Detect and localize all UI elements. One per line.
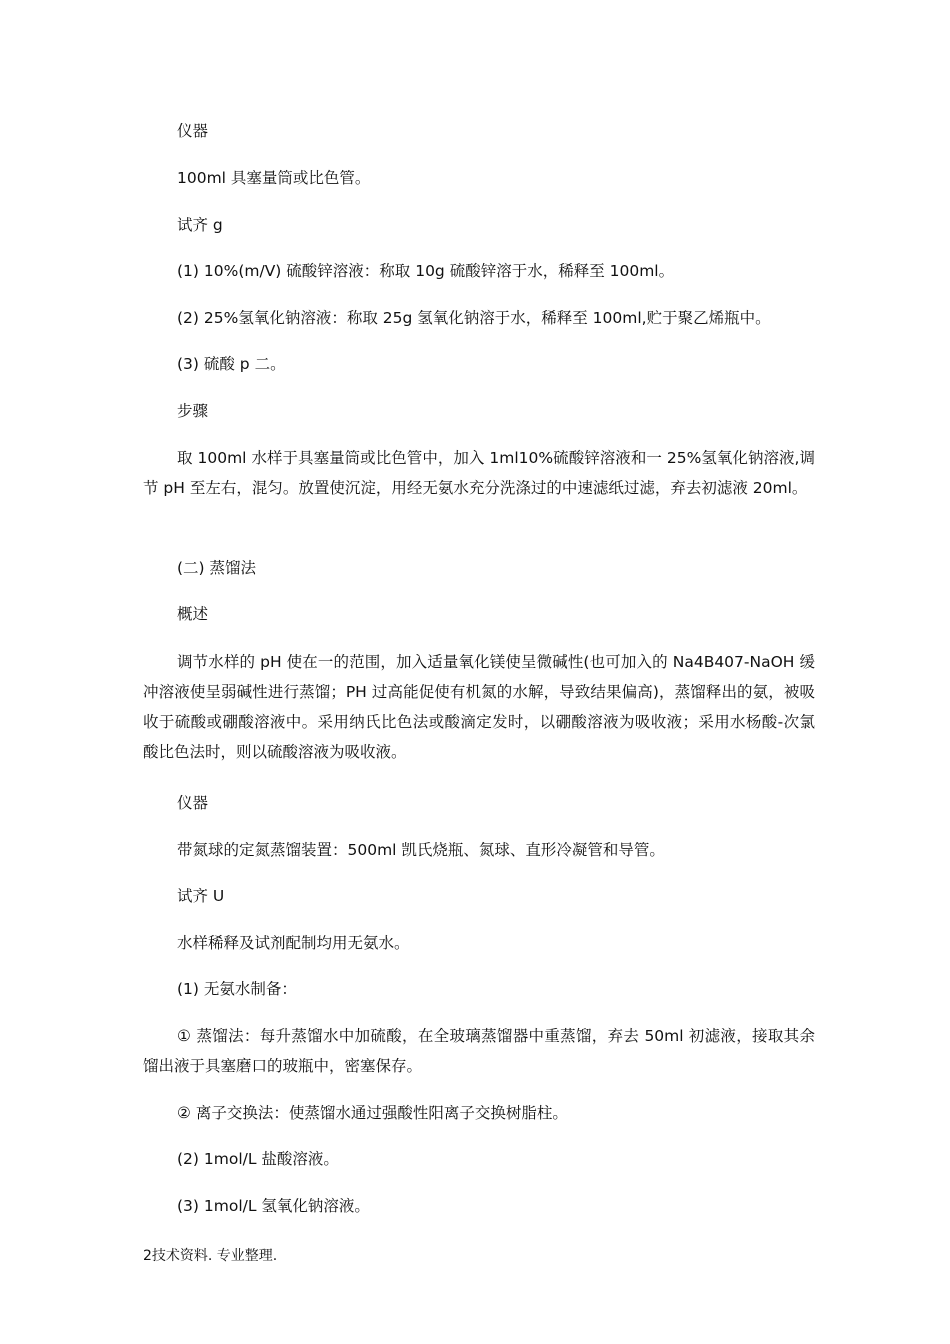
- list-item-3: (3) 1mol/L 氢氧化钠溶液。: [177, 1197, 370, 1215]
- method-2: ② 离子交换法：使蒸馏水通过强酸性阳离子交换树脂柱。: [177, 1104, 568, 1122]
- heading-instruments-1: 仪器: [177, 122, 209, 140]
- reagent-1: (1) 10%(m/V) 硫酸锌溶液：称取 10g 硫酸锌溶于水，稀释至 100ml。: [177, 262, 675, 280]
- heading-reagents-1: 试齐 g: [177, 216, 223, 234]
- steps-paragraph: 取 100ml 水样于具塞量筒或比色管中，加入 1ml10%硫酸锌溶液和一 25%氢氧化钠溶液,调节 pH 至左右，混匀。放置使沉淀，用经无氨水充分洗涤过的中速滤纸过滤，弃去初滤液 20ml。: [143, 449, 815, 497]
- heading-reagents-2: 试齐 U: [177, 887, 225, 905]
- heading-instruments-2: 仪器: [177, 794, 209, 812]
- list-item-1: (1) 无氨水制备：: [177, 980, 297, 998]
- overview-paragraph: 调节水样的 pH 使在一的范围，加入适量氧化镁使呈微碱性(也可加入的 Na4B407-NaOH 缓冲溶液使呈弱碱性进行蒸馏；PH 过高能促使有机氮的水解，导致结果偏高)，蒸馏释出的氨，被吸收于硫酸或硼酸溶液中。采用纳氏比色法或酸滴定发时，以硼酸溶液为吸收液；采用水杨酸-次氯酸比色法时，则以硫酸溶液为吸收液。: [143, 653, 815, 761]
- instruments-2-text: 带氮球的定氮蒸馏装置：500ml 凯氏烧瓶、氮球、直形冷凝管和导管。: [177, 841, 665, 859]
- reagent-2: (2) 25%氢氧化钠溶液：称取 25g 氢氧化钠溶于水，稀释至 100ml,贮于聚乙烯瓶中。: [177, 309, 771, 327]
- instruments-1-text: 100ml 具塞量筒或比色管。: [177, 169, 371, 187]
- list-item-2: (2) 1mol/L 盐酸溶液。: [177, 1150, 339, 1168]
- heading-steps: 步骤: [177, 402, 209, 420]
- reagents-2-intro: 水样稀释及试剂配制均用无氨水。: [177, 934, 410, 952]
- reagent-3: (3) 硫酸 p 二。: [177, 355, 286, 373]
- page-footer: 2技术资料. 专业整理.: [143, 1248, 278, 1264]
- heading-overview: 概述: [177, 605, 209, 623]
- heading-distillation: (二) 蒸馏法: [177, 559, 257, 577]
- method-1-paragraph: ① 蒸馏法：每升蒸馏水中加硫酸，在全玻璃蒸馏器中重蒸馏，弃去 50ml 初滤液，接取其余馏出液于具塞磨口的玻瓶中，密塞保存。: [143, 1027, 815, 1075]
